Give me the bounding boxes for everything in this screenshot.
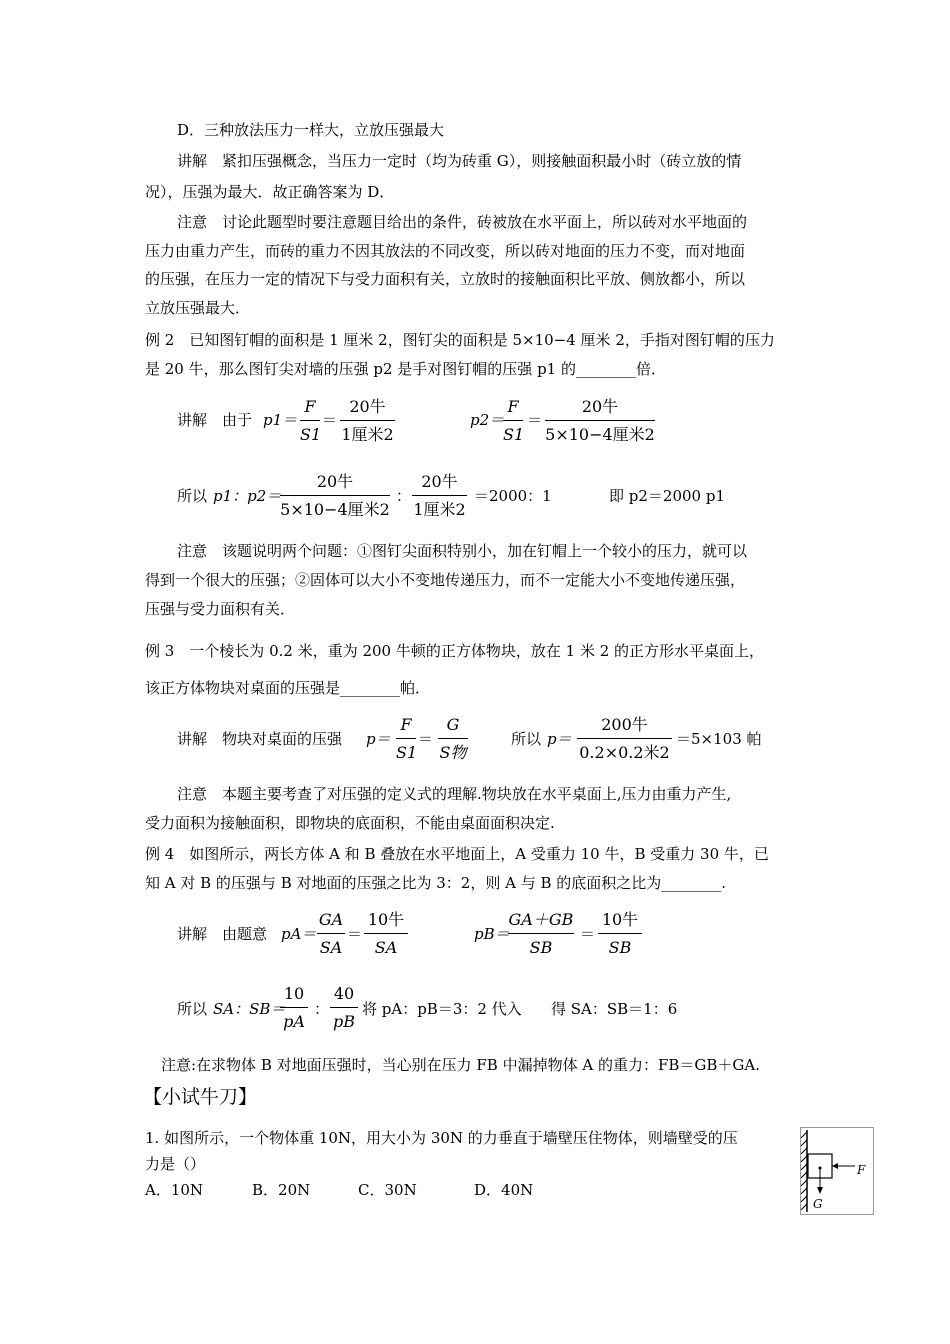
explain4-lead: 讲解 由题意 (177, 925, 268, 943)
option-d: D．40N (474, 1181, 534, 1199)
equals-sign: ＝ (347, 925, 363, 943)
denominator: SB (608, 938, 632, 957)
wall-force-figure (800, 1127, 874, 1215)
equals-sign: ＝ (580, 925, 596, 943)
ratio-p1-p2: p1：p2＝ (213, 487, 282, 505)
numerator: F (507, 397, 519, 416)
force-label-f: F (857, 1163, 866, 1177)
fraction-20n-over-1cm2 (340, 397, 395, 445)
fraction-bar (300, 420, 320, 421)
fraction-gagb-over-sb (508, 910, 574, 958)
denominator: S物 (439, 743, 467, 762)
example4-line-1: 例 4 如图所示，两长方体 A 和 B 叠放在水平地面上，A 受重力 10 牛，B 受重力 30 牛，已 (145, 845, 769, 863)
explain-line-1: 讲解 紧扣压强概念，当压力一定时（均为砖重 G），则接触面积最小时（砖立放的情 (177, 152, 742, 170)
fraction-10n-over-sb (598, 910, 642, 958)
equals-sign: ＝ (418, 730, 434, 748)
denominator: pB (333, 1012, 355, 1031)
fraction-bar (364, 933, 408, 934)
equals-sign: ＝ (527, 411, 543, 429)
so-lead-4: 所以 (177, 1000, 208, 1018)
formula-p: p＝ (366, 730, 391, 748)
numerator: 20牛 (581, 397, 619, 416)
numerator: GA (318, 910, 344, 929)
fraction-bar (396, 738, 416, 739)
fraction-bar (545, 420, 655, 421)
fraction-20n-over-5e-4cm2 (545, 397, 655, 445)
fraction-bar (330, 1007, 358, 1008)
ratio-sa-sb: SA：SB＝ (213, 1000, 286, 1018)
option-a: A．10N (145, 1181, 204, 1199)
note2-line-2: 得到一个很大的压强；②固体可以大小不变地传递压力，而不一定能大小不变地传递压强， (145, 571, 746, 589)
denominator: 1厘米2 (341, 425, 394, 444)
numerator: F (400, 715, 412, 734)
question-1-line-2: 力是（） (145, 1155, 206, 1173)
fraction-bar (598, 933, 642, 934)
note4-line: 注意:在求物体 B 对地面压强时，当心别在压力 FB 中漏掉物体 A 的重力：FB＝GB＋GA. (161, 1056, 760, 1074)
numerator: 40 (333, 984, 355, 1003)
explain-lead: 讲解 由于 (177, 411, 253, 429)
example4-line-2: 知 A 对 B 的压强与 B 对地面的压强之比为 3：2，则 A 与 B 的底面积之比为________. (145, 874, 727, 892)
denominator: SA (319, 938, 343, 957)
area-ratio-result: 得 SA：SB＝1：6 (551, 1000, 678, 1018)
denominator: 5×10−4厘米2 (545, 425, 655, 444)
numerator: 10牛 (601, 910, 639, 929)
denominator: S1 (396, 743, 418, 762)
formula-p1: p1＝ (263, 411, 298, 429)
fraction-20n-over-1cm2-b (412, 472, 467, 520)
denominator: SB (529, 938, 553, 957)
option-d-text: D．三种放法压力一样大，立放压强最大 (177, 121, 445, 139)
note-line-4: 立放压强最大． (145, 299, 251, 317)
note-line-2: 压力由重力产生，而砖的重力不因其放法的不同改变，所以砖对地面的压力不变，而对地面 (145, 242, 746, 260)
denominator: S1 (503, 425, 525, 444)
note3-line-2: 受力面积为接触面积，即物块的底面积，不能由桌面面积决定. (145, 814, 555, 832)
fraction-10-over-pa (280, 984, 308, 1032)
fraction-bar (280, 495, 390, 496)
pressure-result: ＝5×103 帕 (676, 730, 762, 748)
example2-line-2: 是 20 牛，那么图钉尖对墙的压强 p2 是手对图钉帽的压强 p1 的________倍． (145, 360, 666, 378)
numerator: 20牛 (421, 472, 458, 491)
denominator: S1 (300, 425, 322, 444)
numerator: G (446, 715, 460, 734)
example3-line-2: 该正方体物块对桌面的压强是________帕． (145, 679, 431, 697)
fraction-20n-over-5e-4cm2-b (280, 472, 390, 520)
denominator: SA (374, 938, 398, 957)
example3-line-1: 例 3 一个棱长为 0.2 米，重为 200 牛顿的正方体物块，放在 1 米 2 的正方形水平桌面上， (145, 642, 765, 660)
colon: ： (396, 487, 412, 505)
fraction-f-over-s1-c (396, 715, 416, 763)
formula-p2: p2＝ (470, 411, 505, 429)
formula-p-b: p＝ (547, 730, 572, 748)
numerator: 20牛 (316, 472, 354, 491)
denominator: 1厘米2 (413, 500, 466, 519)
fraction-bar (280, 1007, 308, 1008)
colon: ： (314, 1000, 330, 1018)
fraction-200n-over-area (577, 715, 672, 763)
fraction-g-over-s (438, 715, 468, 763)
fraction-bar (317, 933, 345, 934)
fraction-ga-over-sa (317, 910, 345, 958)
section-heading: 【小试牛刀】 (143, 1086, 258, 1108)
numerator: 20牛 (349, 397, 386, 416)
note2-line-1: 注意 该题说明两个问题：①图钉尖面积特别小，加在钉帽上一个较小的压力，就可以 (177, 542, 748, 560)
fraction-bar (503, 420, 523, 421)
numerator: 10 (283, 984, 305, 1003)
fraction-40-over-pb (330, 984, 358, 1032)
fraction-f-over-s1-b (503, 397, 523, 445)
numerator: 200牛 (601, 715, 648, 734)
example2-line-1: 例 2 已知图钉帽的面积是 1 厘米 2，图钉尖的面积是 5×10−4 厘米 2，手指对图钉帽的压力 (145, 331, 775, 349)
note-line-3: 的压强，在压力一定的情况下与受力面积有关，立放时的接触面积比平放、侧放都小，所以 (145, 270, 746, 288)
so-lead: 所以 (177, 487, 208, 505)
fraction-bar (412, 495, 467, 496)
denominator: pA (283, 1012, 305, 1031)
fraction-10n-over-sa (364, 910, 408, 958)
denominator: 0.2×0.2米2 (579, 743, 670, 762)
ratio-result: ＝2000：1 (474, 487, 552, 505)
numerator: F (304, 397, 316, 416)
note2-line-3: 压强与受力面积有关． (145, 600, 296, 618)
option-b: B．20N (252, 1181, 311, 1199)
numerator: 10牛 (367, 910, 405, 929)
gravity-label-g: G (813, 1197, 823, 1211)
numerator: GA＋GB (508, 910, 574, 929)
substitute-text: 将 pA：pB＝3：2 代入 (362, 1000, 522, 1018)
note-line-1: 注意 讨论此题型时要注意题目给出的条件，砖被放在水平面上，所以砖对水平地面的 (177, 213, 748, 231)
fraction-f-over-s1 (300, 397, 320, 445)
wall-force-diagram (801, 1128, 873, 1214)
fraction-bar (438, 738, 468, 739)
question-1-line-1: 1. 如图所示，一个物体重 10N，用大小为 30N 的力垂直于墙壁压住物体，则墙壁受的压 (145, 1129, 738, 1147)
fraction-bar (508, 933, 574, 934)
option-c: C．30N (358, 1181, 417, 1199)
formula-pa: pA＝ (281, 925, 317, 943)
note3-line-1: 注意 本题主要考查了对压强的定义式的理解.物块放在水平桌面上,压力由重力产生, (177, 785, 732, 803)
so-lead-3: 所以 (511, 730, 542, 748)
equals-sign: ＝ (322, 411, 338, 429)
fraction-bar (577, 738, 672, 739)
denominator: 5×10−4厘米2 (280, 500, 390, 519)
formula-pb: pB＝ (474, 925, 510, 943)
explain3-lead: 讲解 物块对桌面的压强 (177, 730, 343, 748)
explain-line-2: 况），压强为最大．故正确答案为 D． (145, 183, 395, 201)
fraction-bar (340, 420, 395, 421)
p2-result: 即 p2＝2000 p1 (609, 487, 726, 505)
